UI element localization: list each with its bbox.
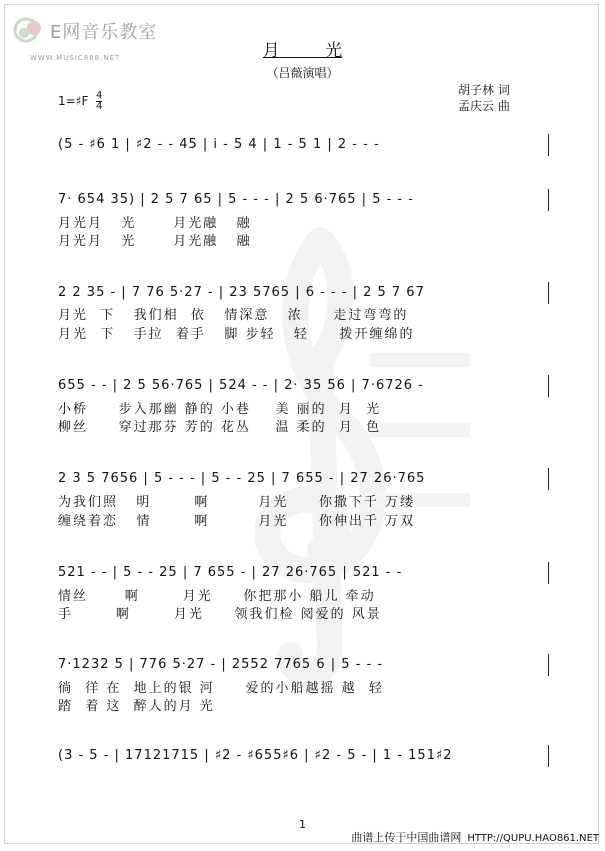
barline	[548, 134, 549, 156]
footer-credit	[351, 829, 599, 845]
lyric-line-4-2: 柳丝 穿过那芬 芳的 花丛 温 柔的 月 色	[58, 420, 382, 435]
lyric-line-2-2: 月光月 光 月光融 融	[58, 234, 252, 249]
lyric-line-6-2: 手 啊 月光 领我们检 阅爱的 风景	[58, 607, 382, 622]
time-signature	[96, 91, 102, 112]
lyric-line-3-2: 月光 下 手拉 着手 脚 步轻 轻 拨开缠绵的	[58, 327, 415, 342]
lyric-line-6-1: 情丝 啊 月光 你把那小 船儿 牵动	[58, 589, 376, 604]
logo-name: E网音乐教室	[50, 22, 158, 43]
footer-text: 曲谱上传于中国曲谱网	[351, 831, 462, 844]
footer-url: HTTP://QUPU.HAO861.NET	[467, 833, 599, 844]
song-title: 月 光	[262, 41, 343, 61]
time-signature-top: 4	[96, 90, 103, 101]
composer-credit: 孟庆云 曲	[458, 99, 510, 113]
notation-line-6: 521 - - | 5 - - 25 | 7 655 - | 27 26·765 | 521 - -	[58, 565, 403, 580]
song-subtitle: （吕薇演唱）	[266, 66, 339, 80]
notation-line-4: 655 - - | 2 5 56·765 | 524 - - | 2· 35 56 | 7·6726 -	[58, 378, 424, 393]
time-signature-bottom: 4	[96, 101, 103, 112]
lyric-line-5-1: 为我们照 明 啊 月光 你撒下千 万缕	[58, 495, 416, 510]
barline	[548, 562, 549, 584]
notation-line-3: 2 2 35 - | 7 76 5·27 - | 23 5765 | 6 - - - | 2 5 7 67	[58, 285, 425, 300]
barline	[548, 745, 549, 767]
lyric-line-4-1: 小桥 步入那幽 静的 小巷 美 丽的 月 光	[58, 402, 382, 417]
barline	[548, 468, 549, 490]
lyric-line-7-1: 徜 徉 在 地上的银 河 爱的小船越摇 越 轻	[58, 681, 384, 696]
credits	[458, 82, 510, 114]
key-signature: 1=♯F	[58, 94, 89, 108]
barline	[548, 282, 549, 304]
notation-line-7: 7·1232 5 | 776 5·27 - | 2552 7765 6 | 5 - - -	[58, 657, 383, 672]
page-number: 1	[299, 818, 306, 831]
lyric-line-7-2: 踏 着 这 醉人的月 光	[58, 699, 215, 714]
barline	[548, 375, 549, 397]
notation-line-2: 7· 654 35) | 2 5 7 65 | 5 - - - | 2 5 6·765 | 5 - - -	[58, 192, 414, 207]
barline	[548, 189, 549, 211]
lyric-line-3-1: 月光 下 我们相 依 情深意 浓 走过弯弯的	[58, 308, 409, 323]
logo-url: WWW.MUSIC888.NET	[30, 54, 121, 62]
notation-line-1: (5 - ♯6 1 | ♯2 - - 45 | i - 5 4 | 1 - 5 1 | 2 - - -	[58, 137, 380, 152]
lyricist-credit: 胡子林 词	[458, 83, 510, 97]
lyric-line-2-1: 月光月 光 月光融 融	[58, 216, 252, 231]
notation-line-5: 2 3 5 7656 | 5 - - - | 5 - - 25 | 7 655 - | 27 26·765	[58, 471, 426, 486]
notation-line-8: (3 - 5 - | 17121715 | ♯2 - ♯655♯6 | ♯2 - 5 - | 1 - 151♯2	[58, 748, 453, 763]
lyric-line-5-2: 缠绕着恋 情 啊 月光 你伸出千 万双	[58, 514, 416, 529]
barline	[548, 654, 549, 676]
